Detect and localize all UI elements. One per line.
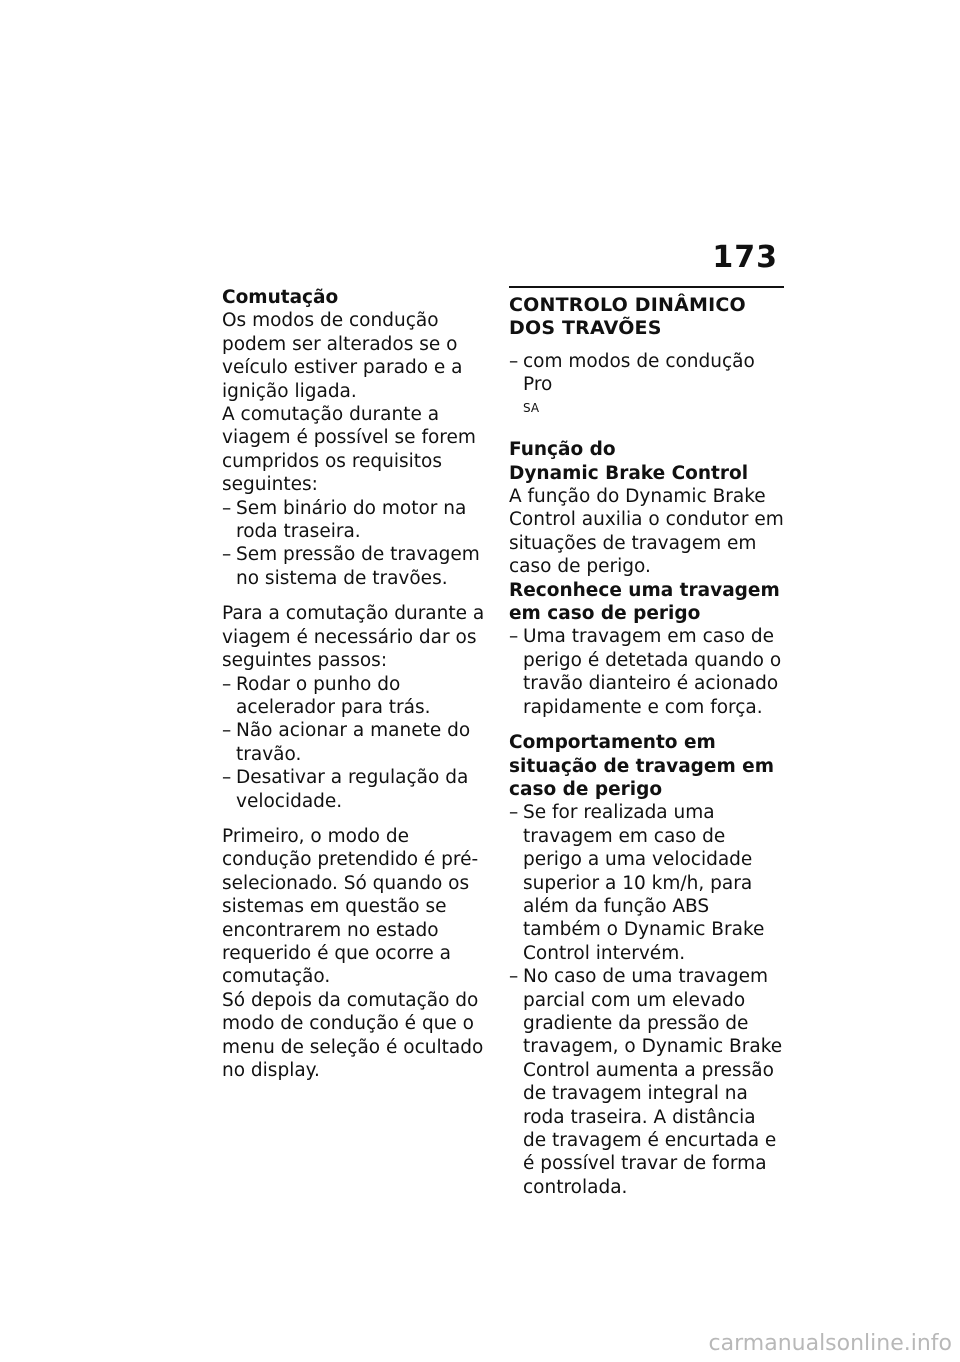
right-column [509, 286, 784, 1199]
section-title: CONTROLO DINÂMICO DOS TRAVÕES [509, 286, 784, 340]
paragraph-display: Só depois da comutação do modo de condução é que o menu de seleção é ocultado no display. [222, 989, 484, 1081]
list-item: – Sem pressão de travagem no sistema de travões. [222, 544, 480, 589]
list-item: – Uma travagem em caso de perigo é detetada quando o travão dianteiro é acionado rapidamente e com força. [509, 626, 782, 718]
paragraph-requisitos: A comutação durante a viagem é possível se forem cumpridos os requisitos seguintes: [222, 404, 476, 496]
paragraph-passos: Para a comutação durante a viagem é necessário dar os seguintes passos: [222, 603, 485, 672]
steps-list [222, 673, 492, 813]
dash-marker: – [222, 720, 232, 742]
watermark-footer: carmanualsonline.info [708, 1331, 952, 1356]
dash-marker: – [509, 966, 519, 988]
list-item: – com modos de condução Pro $^{SA}$ [509, 351, 755, 415]
dash-marker: – [222, 544, 232, 566]
requirements-list [222, 497, 492, 591]
list-item: – No caso de uma travagem parcial com um elevado gradiente da pressão de travagem, o Dynamic Brake Control aumenta a pressão de travagem integral na roda traseira. A distância de travagem é encurtada e é possível travar de forma controlada. [509, 966, 783, 1198]
paragraph-funcao: A função do Dynamic Brake Control auxilia o condutor em situações de travagem em caso de perigo. [509, 486, 784, 578]
heading-comutacao: Comutação [222, 287, 339, 308]
dash-marker: – [222, 673, 232, 695]
paragraph-primeiro: Primeiro, o modo de condução pretendido é pré-selecionado. Só quando os sistemas em questão se encontrarem no estado requerido é que ocorre a comutação. [222, 825, 479, 988]
list-item: – Desativar a regulação da velocidade. [222, 767, 469, 812]
page-number: 173 [712, 240, 778, 275]
intro-paragraph: Os modos de condução podem ser alterados se o veículo estiver parado e a ignição ligada. [222, 310, 463, 402]
list-item: – Sem binário do motor na roda traseira. [222, 497, 467, 543]
list-item: – Se for realizada uma travagem em caso de perigo a uma velocidade superior a 10 km/h, para além da função ABS também o Dynamic Brake Control intervém. [509, 802, 765, 964]
heading-funcao: Função do Dynamic Brake Control [509, 439, 749, 484]
dash-marker: – [222, 767, 232, 789]
behaviour-list [509, 801, 784, 1199]
dash-marker: – [222, 497, 232, 519]
detection-list [509, 625, 784, 719]
heading-reconhece: Reconhece uma travagem em caso de perigo [509, 579, 780, 625]
dash-marker: – [509, 802, 519, 824]
mode-list [509, 350, 784, 426]
dash-marker: – [509, 351, 519, 372]
list-item: – Não acionar a manete do travão. [222, 720, 471, 765]
dash-marker: – [509, 626, 519, 648]
heading-comportamento: Comportamento em situação de travagem em caso de perigo [509, 732, 775, 800]
sa-superscript: SA [523, 400, 540, 415]
left-column [222, 286, 492, 1082]
list-item: – Rodar o punho do acelerador para trás. [222, 673, 431, 718]
